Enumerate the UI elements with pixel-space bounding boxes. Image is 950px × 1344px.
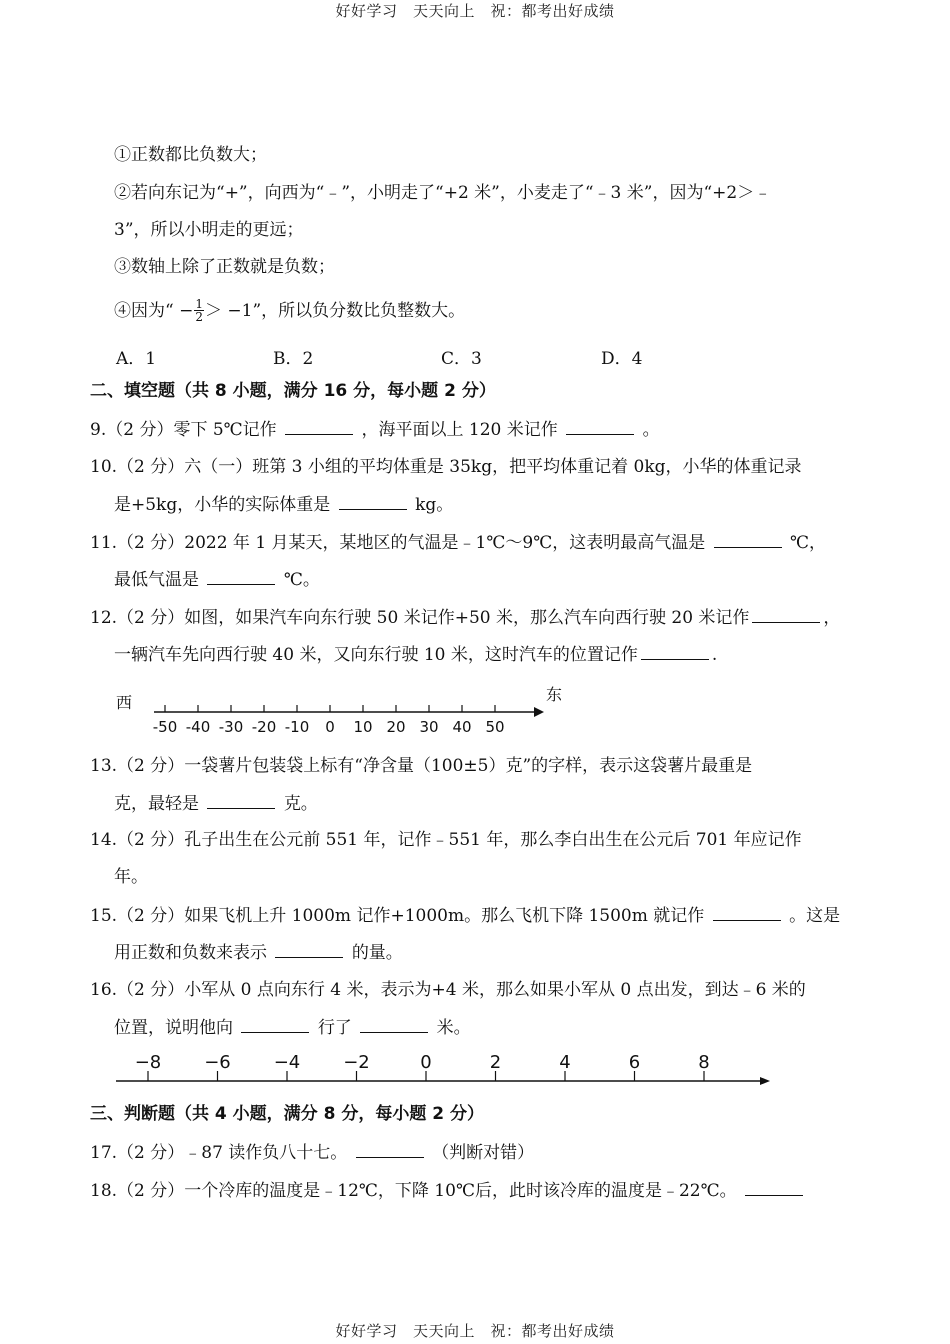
number-line-east-west [110, 680, 570, 740]
axis2-arrow [760, 1077, 770, 1085]
q12-text-c: 一辆汽车先向西行驶 40 米，又向东行驶 10 米，这时汽车的位置记作 [114, 645, 638, 665]
axis1-arrow [534, 707, 544, 717]
q12-line-2 [114, 643, 717, 666]
q13-blank[interactable] [207, 792, 275, 809]
q13-line-1: 13.（2 分）一袋薯片包装袋上标有“净含量（100±5）克”的字样，表示这袋薯片最重是 [90, 756, 753, 776]
axis1-tick-label: -30 [218, 718, 244, 736]
q12-blank-1[interactable] [752, 606, 820, 623]
q10-line-2 [114, 493, 453, 516]
q15-blank-2[interactable] [275, 941, 343, 958]
axis2-tick-label: 2 [489, 1052, 502, 1073]
q12-line-1 [90, 606, 840, 629]
number-line-integers [110, 1048, 780, 1090]
section-3-title: 三、判断题（共 4 小题，满分 8 分，每小题 2 分） [90, 1104, 484, 1124]
q17-text-b: （判断对错） [432, 1143, 535, 1163]
q8-statement-1: ①正数都比负数大； [114, 145, 267, 165]
axis1-west-label: 西 [116, 693, 133, 712]
axis1-tick-label: 50 [485, 718, 505, 736]
q15-text-a: 15.（2 分）如果飞机上升 1000m 记作+1000m。那么飞机下降 1500m 就记作 [90, 906, 705, 926]
q16-text-b: 行了 [317, 1018, 352, 1038]
fraction-numerator: 1 [195, 297, 203, 311]
q16-text-c: 米。 [436, 1018, 471, 1038]
q9-blank-2[interactable] [566, 418, 634, 435]
q11-line-1 [90, 531, 826, 554]
q12-text-b: ， [823, 608, 841, 628]
q12-blank-2[interactable] [641, 643, 709, 660]
q9-text-c: 。 [642, 420, 660, 440]
q8-statement-2a: ②若向东记为“+”，向西为“﹣”，小明走了“+2 米”，小麦走了“﹣3 米”，因为“+2＞﹣ [114, 183, 772, 203]
q8-option-a[interactable]: A．1 [116, 349, 157, 369]
q8-statement-4 [114, 298, 465, 323]
axis1-tick-label: 40 [452, 718, 472, 736]
page-header: 好好学习 天天向上 祝：都考出好成绩 [335, 2, 615, 20]
q8-option-c[interactable]: C．3 [441, 349, 482, 369]
axis2-tick-label: 4 [559, 1052, 571, 1073]
q11-blank-2[interactable] [207, 568, 275, 585]
axis1-tick-label: -20 [251, 718, 277, 736]
q15-blank-1[interactable] [713, 904, 781, 921]
q14-line-2: 年。 [114, 867, 148, 887]
q17-blank[interactable] [356, 1141, 424, 1158]
q8-statement-2b: 3”，所以小明走的更远； [114, 220, 304, 240]
q8-option-b[interactable]: B．2 [273, 349, 314, 369]
q9-text-b: ，海平面以上 120 米记作 [361, 420, 558, 440]
axis1-ticks [153, 705, 505, 736]
q18-blank[interactable] [745, 1179, 803, 1196]
q9-text-a: 9.（2 分）零下 5℃记作 [90, 420, 277, 440]
axis1-tick-label: -10 [284, 718, 310, 736]
q15-text-d: 的量。 [351, 943, 403, 963]
q12-text-a: 12.（2 分）如图，如果汽车向东行驶 50 米记作+50 米，那么汽车向西行驶 20 米记作 [90, 608, 750, 628]
q8-option-d[interactable]: D．4 [601, 349, 643, 369]
axis2-tick-label: −4 [273, 1052, 301, 1073]
fraction-one-half [194, 298, 204, 323]
q15-line-1 [90, 904, 840, 927]
fraction-denominator: 2 [195, 310, 203, 324]
axis1-tick-label: -40 [185, 718, 211, 736]
q11-text-a: 11.（2 分）2022 年 1 月某天，某地区的气温是﹣1℃～9℃，这表明最高气温是 [90, 533, 706, 553]
axis1-east-label: 东 [546, 685, 563, 704]
q8-s4-pre: ④因为“ − [114, 300, 194, 321]
q18 [90, 1179, 806, 1202]
q14-line-1: 14.（2 分）孔子出生在公元前 551 年，记作﹣551 年，那么李白出生在公元后 701 年应记作 [90, 830, 802, 850]
q11-text-c: 最低气温是 [114, 570, 199, 590]
axis2-tick-label: −6 [204, 1052, 231, 1073]
axis2-ticks [135, 1052, 710, 1081]
axis1-tick-label: 0 [325, 718, 335, 736]
q11-blank-1[interactable] [714, 531, 782, 548]
q13-text-a: 克，最轻是 [114, 794, 199, 814]
q8-s4-post: ＞ −1”，所以负分数比负整数大。 [204, 300, 466, 321]
q11-text-d: ℃。 [283, 570, 320, 590]
q18-text-a: 18.（2 分）一个冷库的温度是﹣12℃，下降 10℃后，此时该冷库的温度是﹣22℃。 [90, 1181, 737, 1201]
axis1-tick-label: -50 [152, 718, 178, 736]
q11-text-b: ℃， [790, 533, 827, 553]
q15-text-b: 。这是 [789, 906, 841, 926]
axis1-tick-label: 30 [419, 718, 439, 736]
q9 [90, 418, 660, 441]
q10-line-1: 10.（2 分）六（一）班第 3 小组的平均体重是 35kg，把平均体重记着 0kg，小华的体重记录 [90, 457, 802, 477]
q16-blank-1[interactable] [241, 1016, 309, 1033]
axis2-tick-label: 6 [628, 1052, 641, 1073]
axis2-tick-label: 0 [420, 1052, 432, 1073]
axis2-tick-label: −2 [343, 1052, 370, 1073]
section-2-title: 二、填空题（共 8 小题，满分 16 分，每小题 2 分） [90, 381, 496, 401]
q16-line-2 [114, 1016, 471, 1039]
q12-text-d: . [711, 645, 718, 665]
q16-text-a: 位置，说明他向 [114, 1018, 233, 1038]
axis2-tick-label: −8 [134, 1052, 162, 1073]
q10-text-b: kg。 [415, 495, 454, 515]
q15-text-c: 用正数和负数来表示 [114, 943, 267, 963]
q16-line-1: 16.（2 分）小军从 0 点向东行 4 米，表示为+4 米，那么如果小军从 0 点出发，到达﹣6 米的 [90, 980, 806, 1000]
q15-line-2 [114, 941, 403, 964]
q9-blank-1[interactable] [285, 418, 353, 435]
q16-blank-2[interactable] [360, 1016, 428, 1033]
q8-statement-3: ③数轴上除了正数就是负数； [114, 257, 335, 277]
q10-text-a: 是+5kg，小华的实际体重是 [114, 495, 331, 515]
q13-line-2 [114, 792, 318, 815]
axis2-tick-label: 8 [698, 1052, 710, 1073]
q13-text-b: 克。 [283, 794, 318, 814]
axis1-tick-label: 10 [353, 718, 373, 736]
q17-text-a: 17.（2 分）﹣87 读作负八十七。 [90, 1143, 348, 1163]
q10-blank[interactable] [339, 493, 407, 510]
axis1-tick-label: 20 [386, 718, 406, 736]
q11-line-2 [114, 568, 320, 591]
q17 [90, 1141, 534, 1164]
page-footer: 好好学习 天天向上 祝：都考出好成绩 [335, 1322, 615, 1340]
